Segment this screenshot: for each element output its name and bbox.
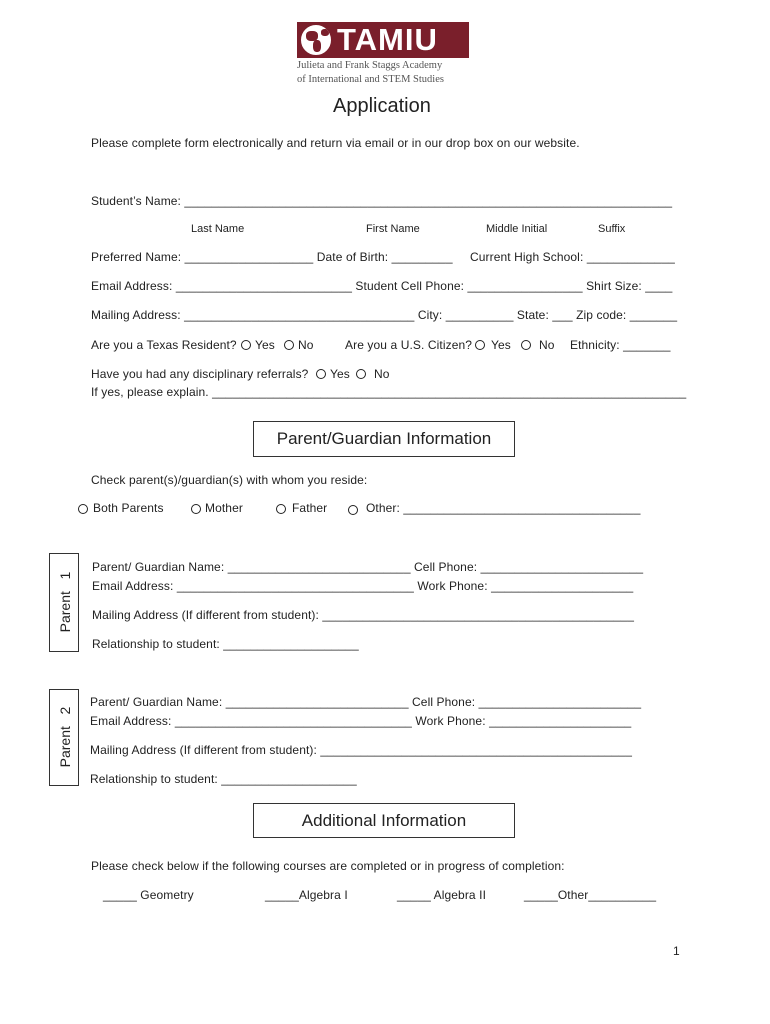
citizen-question: Are you a U.S. Citizen? (345, 338, 473, 352)
disciplinary-question: Have you had any disciplinary referrals? (91, 367, 309, 381)
texas-resident-question: Are you a Texas Resident? (91, 338, 237, 352)
additional-info-heading: Additional Information (253, 803, 515, 838)
name-part-middle: Middle Initial (486, 223, 548, 235)
texas-no-radio[interactable] (284, 340, 294, 350)
parent1-label: Parent 1 (57, 571, 73, 633)
citizen-yes-label: Yes (491, 338, 511, 352)
both-parents-radio[interactable] (78, 504, 88, 514)
course-geometry[interactable]: _____ Geometry (103, 888, 194, 902)
globe-icon (299, 23, 333, 57)
other-radio[interactable] (348, 505, 358, 515)
citizen-no-radio[interactable] (521, 340, 531, 350)
student-name-field[interactable]: Student’s Name: ________________________________________________________________________ (91, 194, 673, 208)
parent1-email-work-field[interactable]: Email Address: ___________________________________ Work Phone: _____________________ (92, 579, 634, 593)
parent1-name-cell-field[interactable]: Parent/ Guardian Name: ___________________________ Cell Phone: ________________________ (92, 560, 644, 574)
texas-yes-label: Yes (255, 338, 275, 352)
current-high-school-field[interactable]: Current High School: _____________ (470, 250, 675, 264)
disciplinary-no-radio[interactable] (356, 369, 366, 379)
logo-banner (297, 22, 469, 58)
name-part-suffix: Suffix (598, 223, 626, 235)
parent2-side-box (49, 689, 79, 786)
parent1-side-box (49, 553, 79, 652)
disciplinary-no-label: No (374, 367, 390, 381)
mother-label: Mother (205, 501, 243, 515)
father-label: Father (292, 501, 328, 515)
parent1-relationship-field[interactable]: Relationship to student: ____________________ (92, 637, 359, 651)
both-parents-label: Both Parents (93, 501, 164, 515)
page-title: Application (333, 95, 431, 117)
parent2-mailing-field[interactable]: Mailing Address (If different from student): ______________________________________________ (90, 743, 632, 757)
course-algebra-1[interactable]: _____Algebra I (265, 888, 348, 902)
logo-subtitle-line2: of International and STEM Studies (297, 74, 444, 85)
instructions-text: Please complete form electronically and return via email or in our drop box on our website. (91, 136, 580, 150)
other-field[interactable]: Other: ___________________________________ (366, 501, 641, 515)
mother-radio[interactable] (191, 504, 201, 514)
reside-instructions: Check parent(s)/guardian(s) with whom you reside: (91, 473, 368, 487)
logo-subtitle-line1: Julieta and Frank Staggs Academy (297, 60, 443, 71)
mailing-address-field[interactable]: Mailing Address: __________________________________ City: __________ State: ___ Zip code: _______ (91, 308, 678, 322)
citizen-yes-radio[interactable] (475, 340, 485, 350)
name-part-first: First Name (366, 223, 420, 235)
courses-instructions: Please check below if the following courses are completed or in progress of completion: (91, 859, 565, 873)
citizen-no-label: No (539, 338, 555, 352)
parent-guardian-heading: Parent/Guardian Information (253, 421, 515, 457)
email-phone-shirt-field[interactable]: Email Address: __________________________ Student Cell Phone: _________________ Shirt Size: ____ (91, 279, 673, 293)
ethnicity-field[interactable]: Ethnicity: _______ (570, 338, 671, 352)
preferred-name-dob-field[interactable]: Preferred Name: ___________________ Date of Birth: _________ (91, 250, 453, 264)
texas-yes-radio[interactable] (241, 340, 251, 350)
course-algebra-2[interactable]: _____ Algebra II (397, 888, 487, 902)
parent2-label: Parent 2 (57, 706, 73, 768)
disciplinary-explain-field[interactable]: If yes, please explain. ______________________________________________________________________ (91, 385, 687, 399)
disciplinary-yes-label: Yes (330, 367, 350, 381)
disciplinary-yes-radio[interactable] (316, 369, 326, 379)
logo-wordmark: TAMIU (337, 22, 438, 57)
name-part-last: Last Name (191, 223, 245, 235)
texas-no-label: No (298, 338, 314, 352)
parent2-name-cell-field[interactable]: Parent/ Guardian Name: ___________________________ Cell Phone: ________________________ (90, 695, 642, 709)
course-other[interactable]: _____Other__________ (524, 888, 657, 902)
page-number: 1 (673, 944, 680, 958)
parent1-mailing-field[interactable]: Mailing Address (If different from student): ______________________________________________ (92, 608, 634, 622)
father-radio[interactable] (276, 504, 286, 514)
parent2-email-work-field[interactable]: Email Address: ___________________________________ Work Phone: _____________________ (90, 714, 632, 728)
school-logo (297, 22, 472, 88)
parent2-relationship-field[interactable]: Relationship to student: ____________________ (90, 772, 357, 786)
